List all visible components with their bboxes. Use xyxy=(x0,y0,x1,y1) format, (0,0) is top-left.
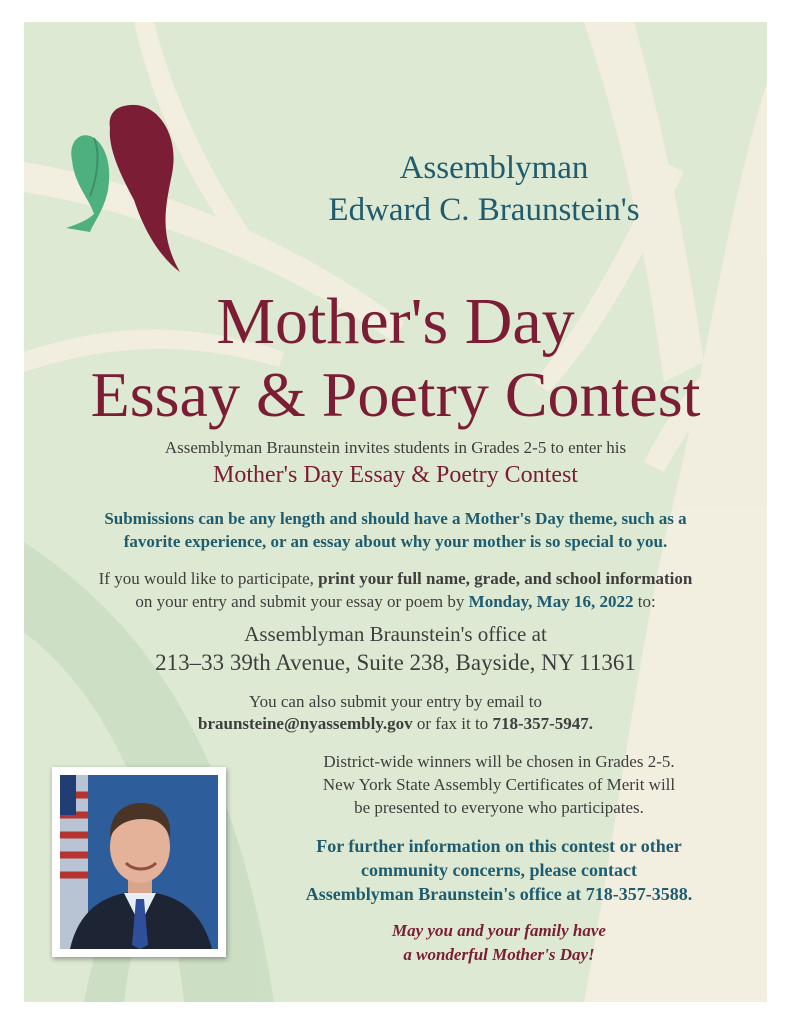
further-line-3: Assemblyman Braunstein's office at 718-357-3588. xyxy=(305,884,693,904)
winners-line-3: be presented to everyone who participates. xyxy=(354,798,644,817)
invite-text: Assemblyman Braunstein invites students in Grades 2-5 to enter his xyxy=(164,438,627,457)
theme-text xyxy=(44,507,747,553)
email-address[interactable]: braunsteine@nyassembly.gov xyxy=(197,714,413,733)
instructions-part-4: to: xyxy=(633,592,656,611)
email-mid: or fax it to xyxy=(412,714,493,733)
title-line-2: Essay & Poetry Contest xyxy=(90,359,701,430)
instructions-part-1: If you would like to participate, xyxy=(98,569,319,588)
office-line: Assemblyman Braunstein's office at xyxy=(244,622,547,646)
theme-line-1: Submissions can be any length and should have a Mother's Day theme, such as a xyxy=(104,509,687,528)
winners-line-2: New York State Assembly Certificates of Merit will xyxy=(322,775,676,794)
sponsor-line-1: Assemblyman xyxy=(399,150,589,186)
closing-wish xyxy=(244,919,754,967)
title-line-1: Mother's Day xyxy=(216,285,575,358)
closing-line-2: a wonderful Mother's Day! xyxy=(403,945,595,964)
office-address: 213–33 39th Avenue, Suite 238, Bayside, NY 11361 xyxy=(155,650,636,675)
further-info xyxy=(244,834,754,906)
winners-line-1: District-wide winners will be chosen in Grades 2-5. xyxy=(323,752,675,771)
instructions xyxy=(34,567,757,613)
flyer xyxy=(24,22,767,1002)
instructions-bold: print your full name, grade, and school information xyxy=(318,569,693,588)
further-line-1: For further information on this contest or other xyxy=(316,836,682,856)
further-line-2: community concerns, please contact xyxy=(361,860,637,880)
instructions-part-3: on your entry and submit your essay or poem by xyxy=(135,592,469,611)
contest-name: Mother's Day Essay & Poetry Contest xyxy=(213,462,578,488)
two-birds-logo xyxy=(64,104,214,274)
fax-number: 718-357-5947. xyxy=(492,714,594,733)
winners-info xyxy=(244,750,754,819)
email-line xyxy=(24,714,767,734)
assemblyman-portrait xyxy=(60,775,218,949)
closing-line-1: May you and your family have xyxy=(392,921,606,940)
deadline: Monday, May 16, 2022 xyxy=(468,592,634,611)
photo-frame xyxy=(52,767,226,957)
sponsor-line-2: Edward C. Braunstein's xyxy=(328,192,640,228)
theme-line-2: favorite experience, or an essay about why your mother is so special to you. xyxy=(123,532,668,551)
email-intro: You can also submit your entry by email to xyxy=(249,692,542,711)
